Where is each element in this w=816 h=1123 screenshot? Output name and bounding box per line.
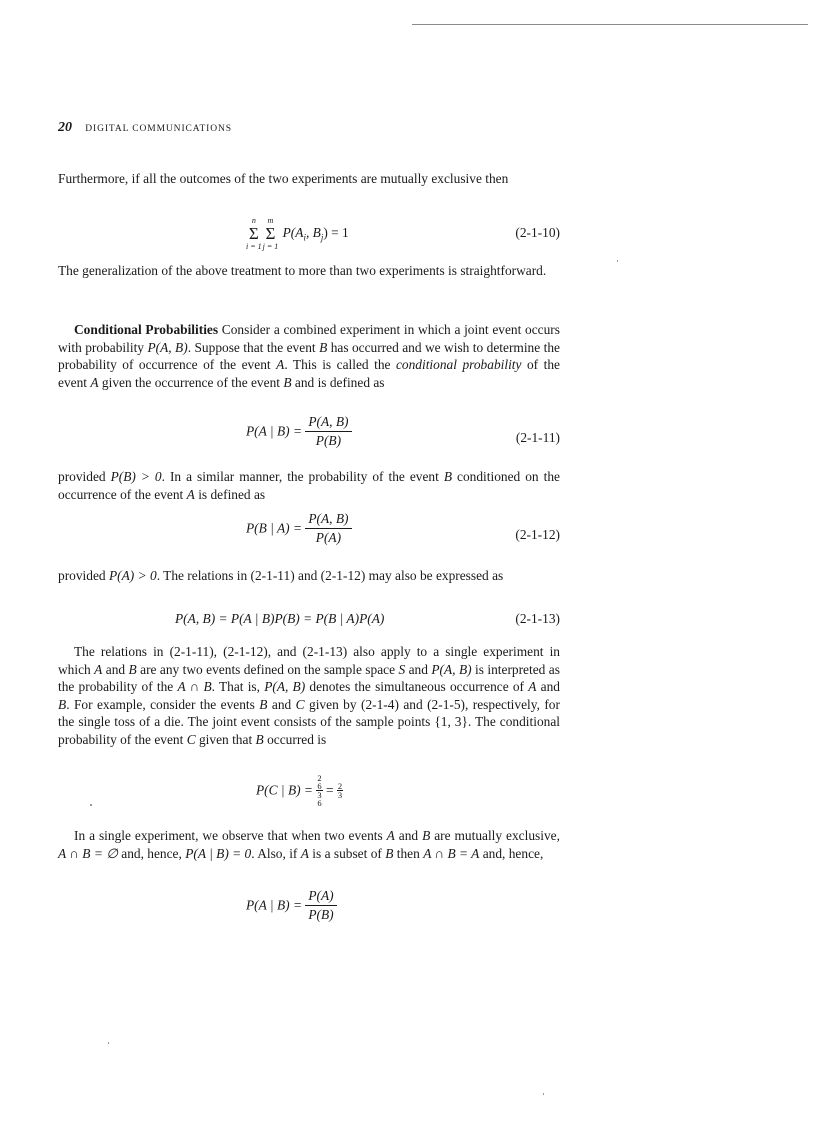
paragraph-mutually-exclusive: Furthermore, if all the outcomes of the two experiments are mutually exclusive then <box>58 171 509 186</box>
equation-expression: P(A, B) = P(A | B)P(B) = P(B | A)P(A) <box>175 611 385 626</box>
equation-number: (2-1-11) <box>515 430 560 445</box>
sum-symbol-i: n Σ i = 1 <box>246 216 262 251</box>
equation-2-1-12: P(B | A) = $\frac{P(A, B)}{P(A)}$ (2-1-12) <box>246 511 560 545</box>
section-heading: Conditional Probabilities <box>74 322 219 337</box>
equation-final: P(A | B) = $\frac{P(A)}{P(B)}$ <box>58 888 560 928</box>
equation-expression: $P(A_i$, $B_j) = 1$ <box>282 224 349 243</box>
paragraph-conditional-probabilities: Conditional Probabilities Consider a combined experiment in which a joint event occurs with probability P(A, B). Suppose that the event B has occurred and we wish to determine the probability of occurrence of the event A. This is called the conditional probability of the event A given the occurrence of the event B and is defined as <box>58 322 560 390</box>
running-title: DIGITAL COMMUNICATIONS <box>85 124 232 134</box>
paragraph-relations: The relations in (2-1-11), (2-1-12), and (2-1-13) also apply to a single experiment in which A and B are any two events defined on the sample space S and P(A, B) is interpreted as the probability of the A ∩ B. That is, P(A, B) denotes the simultaneous occurrence of A and B. For example, consider the events B and C given by (2-1-4) and (2-1-5), respectively, for the single toss of a die. The joint event consists of the sample points {1, 3}. The conditional probability of the event C given that B occurred is <box>58 644 560 747</box>
equation-example: P(C | B) = 2 6 3 6 = $\frac{2}{3}$ <box>256 773 343 808</box>
emphasis-term: conditional probability <box>395 357 522 372</box>
sum-symbol-j: m Σ j = 1 <box>262 216 279 251</box>
equation-2-1-13 <box>58 611 560 631</box>
scan-speck <box>617 260 618 262</box>
equation-number: (2-1-10) <box>515 225 560 240</box>
running-head <box>58 119 232 136</box>
scan-speck <box>90 804 92 806</box>
equation-2-1-11: P(A | B) = $\frac{P(A, B)}{P(B)}$ (2-1-11) <box>246 414 560 448</box>
page-number: 20 <box>58 120 72 135</box>
top-rule <box>412 24 808 25</box>
compound-fraction: 2 6 3 6 <box>317 773 322 808</box>
fraction: $\frac{P(A, B)}{P(B)}$ <box>305 414 351 449</box>
equation-number: (2-1-12) <box>515 527 560 542</box>
fraction: $\frac{P(A, B)}{P(A)}$ <box>305 511 351 546</box>
paragraph-single-experiment: In a single experiment, we observe that when two events A and B are mutually exclusive, A ∩ B = ∅ and, hence, P(A | B) = 0. Also, if A is a subset of B then A ∩ B = A and, hence, <box>58 828 560 861</box>
paragraph-provided-pb: provided P(B) > 0. In a similar manner, the probability of the event B conditioned on the occurrence of the event A is defined as <box>58 469 560 502</box>
paragraph-provided-pa: provided P(A) > 0. The relations in (2-1-11) and (2-1-12) may also be expressed as <box>58 568 504 583</box>
fraction: $\frac{P(A)}{P(B)}$ <box>305 888 336 923</box>
scan-speck <box>543 1093 544 1095</box>
scan-speck <box>108 1042 109 1044</box>
equation-number: (2-1-13) <box>515 611 560 626</box>
paragraph-generalization: The generalization of the above treatment to more than two experiments is straightforward. <box>58 263 547 278</box>
equation-2-1-10 <box>58 216 560 250</box>
result-fraction: $\frac{2}{3}$ <box>337 781 343 800</box>
